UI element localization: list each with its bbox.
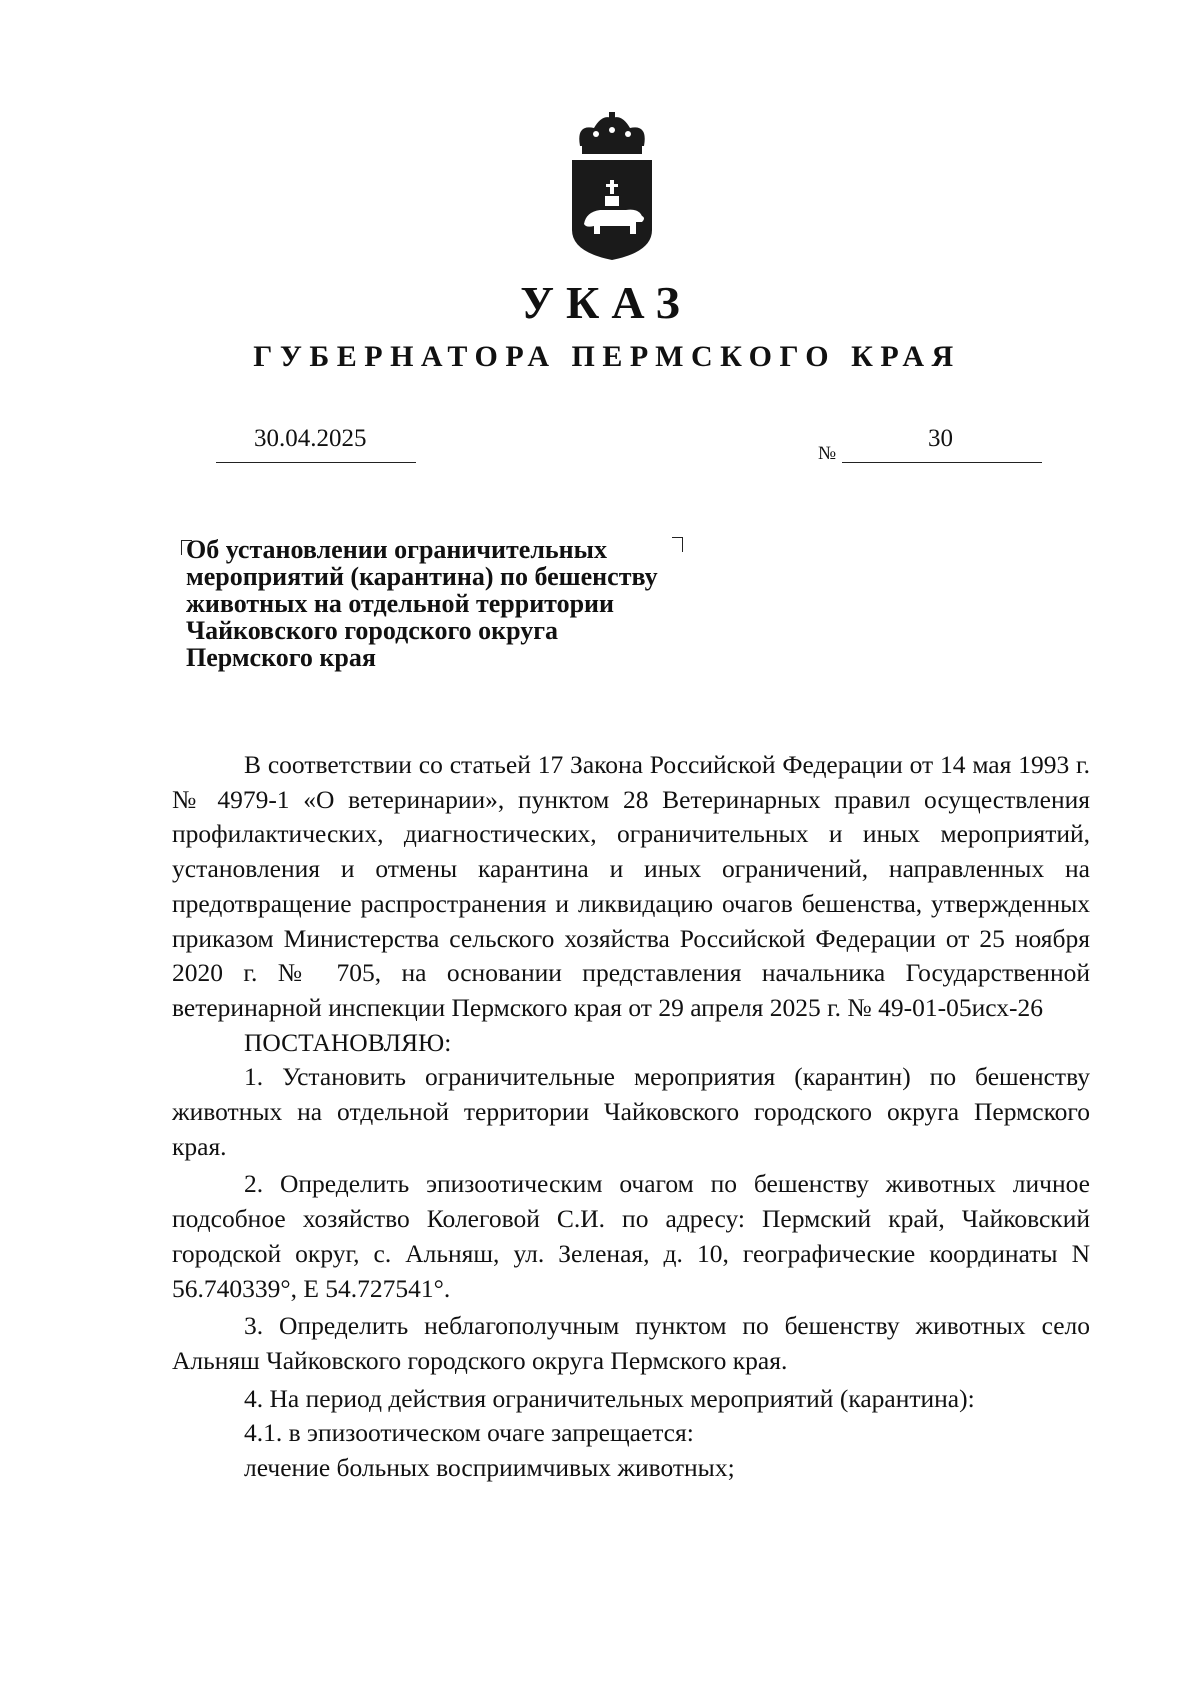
document-date: 30.04.2025: [254, 425, 367, 452]
clause-4-1-item: лечение больных восприимчивых животных;: [244, 1453, 735, 1483]
number-underline: [842, 462, 1042, 463]
document-subtitle: ГУБЕРНАТОРА ПЕРМСКОГО КРАЯ: [253, 340, 961, 373]
heading-line: мероприятий (карантина) по бешенству: [186, 562, 658, 591]
number-label: №: [818, 443, 837, 464]
heading-line: животных на отдельной территории: [186, 589, 615, 618]
document-body: [172, 748, 1090, 1486]
heading-line: Пермского края: [186, 643, 376, 672]
clause-3: 3. Определить неблагополучным пунктом по бешенству животных село Альняш Чайковского городского округа Пермского края.: [172, 1311, 1090, 1375]
clause-4-1: 4.1. в эпизоотическом очаге запрещается:: [244, 1418, 694, 1448]
date-underline: [216, 462, 416, 463]
resolution-word: ПОСТАНОВЛЯЮ:: [244, 1027, 452, 1057]
preamble-paragraph: В соответствии со статьей 17 Закона Российской Федерации от 14 мая 1993 г. № 4979-1 «О ветеринарии», пунктом 28 Ветеринарных правил осуществления профилактических, диагностических, ограничительных и иных мероприятий, установления и отмены карантина и иных ограничений, направленных на предотвращение распространения и ликвидацию очагов бешенства, утвержденных приказом Министерства сельского хозяйства Российской Федерации от 25 ноября 2020 г. № 705, на основании представления начальника Государственной ветеринарной инспекции Пермского края от 29 апреля 2025 г. № 49-01-05исх-26: [172, 750, 1090, 1022]
document-number: 30: [928, 425, 953, 452]
document-title: УКАЗ: [520, 277, 692, 328]
clause-1: 1. Установить ограничительные мероприятия (карантин) по бешенству животных на отдельной территории Чайковского городского округа Пермского края.: [172, 1062, 1090, 1161]
heading-line: Чайковского городского округа: [186, 616, 559, 645]
heading-line: Об установлении ограничительных: [186, 535, 607, 564]
document-heading: [186, 536, 726, 671]
coat-of-arms-icon: [566, 112, 658, 262]
clause-4: 4. На период действия ограничительных мероприятий (карантина):: [244, 1383, 975, 1413]
clause-2: 2. Определить эпизоотическим очагом по бешенству животных личное подсобное хозяйство Колеговой С.И. по адресу: Пермский край, Чайковский городской округ, с. Альняш, ул. Зеленая, д. 10, географические координаты N 56.740339°, E 54.727541°.: [172, 1169, 1090, 1303]
